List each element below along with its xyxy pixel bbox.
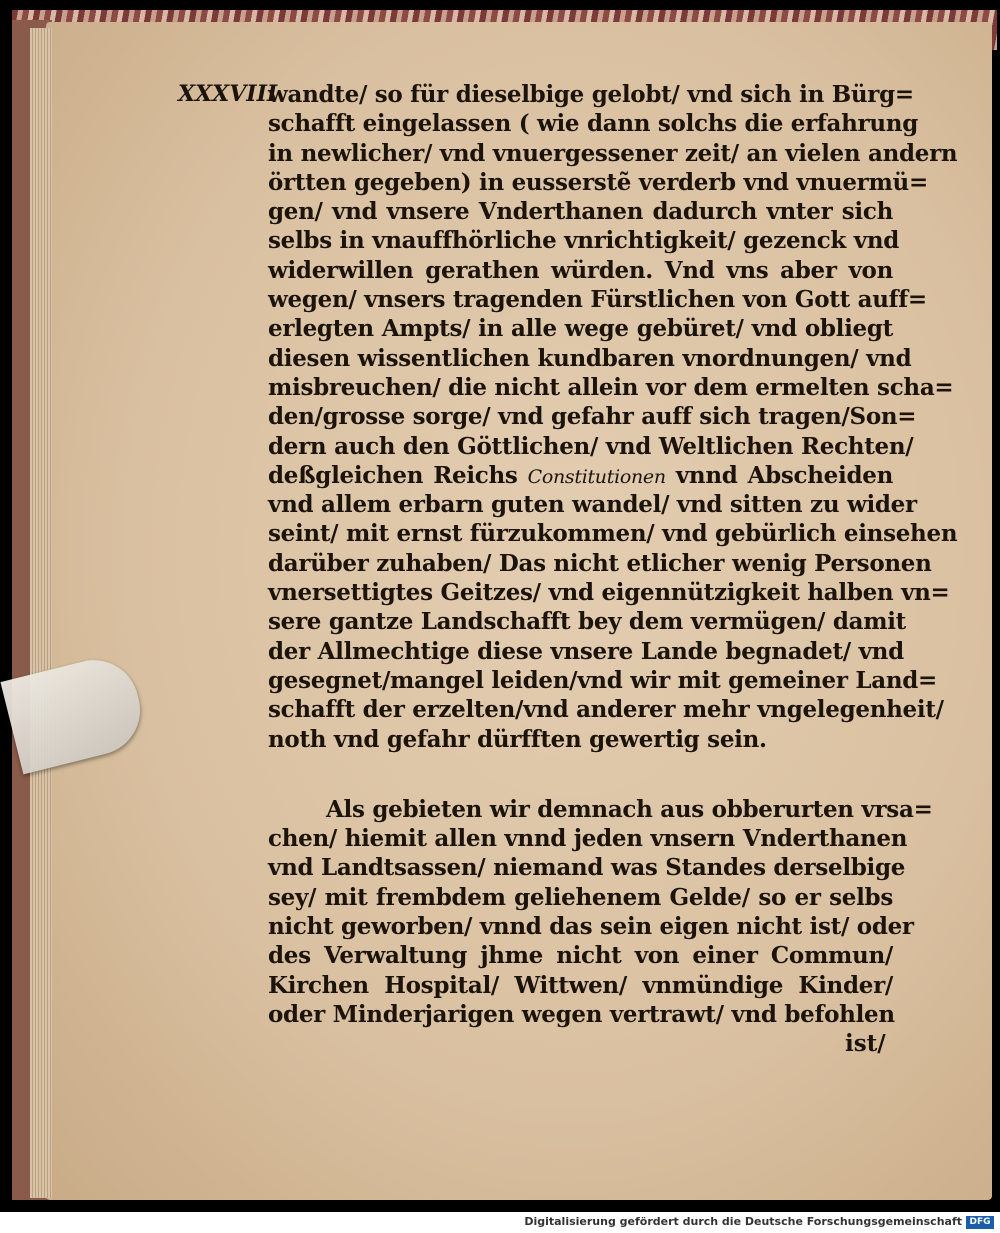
text-line: schafft eingelassen ( wie dann solchs die erfahrung: [268, 110, 918, 138]
text-line: gesegnet/mangel leiden/vnd wir mit gemeiner Land=: [268, 666, 938, 694]
text-line: Als gebieten wir demnach aus obberurten vrsa=: [326, 795, 933, 823]
text-line: sey/ mit frembdem geliehenem Gelde/ so er selbs: [268, 883, 893, 911]
text-line: des Verwaltung jhme nicht von einer Commun/: [268, 942, 893, 970]
text-line: gen/ vnd vnsere Vnderthanen dadurch vnter sich: [268, 198, 893, 226]
text-line: vnd allem erbarn guten wandel/ vnd sitten zu wider: [268, 491, 917, 519]
text-line: vnd Landtsassen/ niemand was Standes derselbige: [268, 854, 906, 882]
text-line: vnersettigtes Geitzes/ vnd eigennützigkeit halben vn=: [268, 579, 950, 607]
text-line: wandte/ so für dieselbige gelobt/ vnd sich in Bürg=: [268, 81, 914, 108]
text-line: [268, 461, 893, 490]
text-segment: deßgleichen Reichs: [268, 461, 528, 489]
signature-mark: XXXVIII: [178, 81, 278, 107]
page-stack-edge: [30, 28, 52, 1198]
text-line: diesen wissentlichen kundbaren vnordnungen/ vnd: [268, 344, 912, 372]
page-text: [268, 80, 958, 1029]
catchword: ist/: [845, 1030, 886, 1057]
text-line: erlegten Ampts/ in alle wege gebüret/ vnd obliegt: [268, 315, 893, 343]
text-line: selbs in vnauffhörliche vnrichtigkeit/ gezenck vnd: [268, 227, 900, 255]
text-line: oder Minderjarigen wegen vertrawt/ vnd befohlen: [268, 1000, 895, 1028]
text-line: widerwillen gerathen würden. Vnd vns aber von: [268, 256, 893, 284]
latin-word: Constitutionen: [527, 465, 666, 488]
text-line: dern auch den Göttlichen/ vnd Weltlichen Rechten/: [268, 432, 914, 460]
text-line: den/grosse sorge/ vnd gefahr auff sich tragen/Son=: [268, 403, 917, 431]
dfg-logo: DFG: [966, 1216, 994, 1229]
text-line: örtten gegeben) in eusserstẽ verderb vnd vnuermü=: [268, 168, 928, 196]
text-line: sere gantze Landschafft bey dem vermügen/ damit: [268, 608, 906, 636]
text-line: seint/ mit ernst fürzukommen/ vnd gebürlich einsehen: [268, 520, 958, 548]
text-line: Kirchen Hospital/ Wittwen/ vnmündige Kinder/: [268, 971, 893, 999]
text-line: der Allmechtige diese vnsere Lande begnadet/ vnd: [268, 637, 904, 665]
text-line: nicht geworben/ vnnd das sein eigen nicht ist/ oder: [268, 913, 914, 941]
text-line: misbreuchen/ die nicht allein vor dem ermelten scha=: [268, 373, 954, 401]
text-line: schafft der erzelten/vnd anderer mehr vngelegenheit/: [268, 696, 944, 724]
footer-credit: Digitalisierung gefördert durch die Deutsche Forschungsgemeinschaft: [524, 1215, 962, 1228]
text-line: noth vnd gefahr dürfften gewertig sein.: [268, 725, 767, 753]
text-segment: vnnd Abscheiden: [665, 461, 893, 489]
footer-bar: [0, 1212, 1000, 1233]
text-line: in newlicher/ vnd vnuergessener zeit/ an vielen andern: [268, 139, 958, 167]
text-line: chen/ hiemit allen vnnd jeden vnsern Vnderthanen: [268, 825, 908, 853]
text-line: darüber zuhaben/ Das nicht etlicher wenig Personen: [268, 549, 932, 577]
text-line: wegen/ vnsers tragenden Fürstlichen von Gott auff=: [268, 286, 927, 314]
paragraph-gap: [268, 754, 893, 795]
